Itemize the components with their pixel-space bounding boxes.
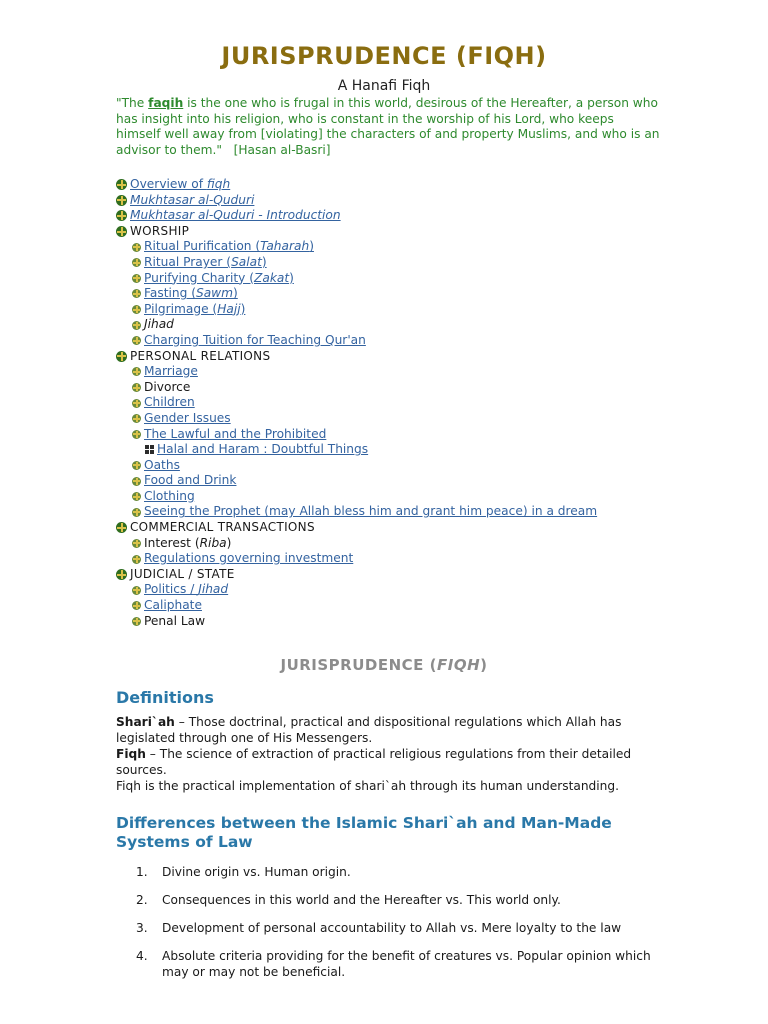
- toc-text: Fasting (: [144, 286, 196, 301]
- toc-link[interactable]: [144, 458, 180, 474]
- toc-tail: ): [289, 270, 294, 285]
- toc-text: Food and Drink: [144, 473, 237, 488]
- toc-emphasis: Hajj: [217, 301, 241, 316]
- differences-list: [136, 864, 656, 992]
- cross-bullet-icon: [116, 179, 127, 190]
- toc-link[interactable]: [144, 364, 198, 380]
- quote-faqih-term: faqih: [148, 96, 184, 110]
- toc-item[interactable]: [116, 427, 716, 443]
- definition-term: Shari`ah: [116, 715, 175, 729]
- toc-text: Divorce: [144, 379, 191, 394]
- cross-bullet-icon: [132, 321, 141, 330]
- cross-bullet-icon: [132, 414, 141, 423]
- toc-text: Pilgrimage (: [144, 301, 218, 316]
- toc-tail: ): [309, 239, 314, 254]
- cross-bullet-icon: [132, 617, 141, 626]
- difference-item: [136, 864, 656, 880]
- toc-link[interactable]: [144, 473, 236, 489]
- toc-text: Ritual Purification (: [144, 239, 261, 254]
- toc-label: [144, 380, 190, 396]
- toc-text: Halal and Haram : Doubtful Things: [157, 442, 369, 457]
- toc-link[interactable]: [144, 286, 238, 302]
- difference-item: [136, 892, 656, 908]
- toc-tail: ): [261, 254, 267, 269]
- toc-section-item[interactable]: [116, 193, 716, 209]
- toc-text: Purifying Charity (: [144, 270, 254, 285]
- definitions-block: [116, 714, 656, 794]
- toc-tail: ): [240, 301, 246, 316]
- toc-link[interactable]: [144, 411, 231, 427]
- toc-text: Marriage: [144, 364, 198, 379]
- difference-number: 3.: [136, 921, 148, 935]
- section-title-pre: JURISPRUDENCE (: [280, 656, 437, 674]
- toc-text: Overview of: [130, 177, 207, 191]
- difference-item: [136, 920, 656, 936]
- toc-item[interactable]: [116, 504, 716, 520]
- toc-link[interactable]: [144, 255, 267, 271]
- cross-bullet-icon: [132, 336, 141, 345]
- toc-text: Oaths: [144, 457, 180, 472]
- toc-emphasis: Riba: [199, 535, 227, 550]
- toc-label: [130, 349, 270, 365]
- page-subtitle: A Hanafi Fiqh: [337, 78, 431, 94]
- toc-text: Politics /: [144, 582, 199, 597]
- toc-text: COMMERCIAL TRANSACTIONS: [130, 520, 315, 535]
- toc-text: Penal Law: [144, 613, 206, 628]
- cross-bullet-icon: [132, 274, 141, 283]
- page-title: JURISPRUDENCE (FIQH): [221, 42, 547, 70]
- toc-text: Gender Issues: [144, 410, 231, 425]
- toc-text: Regulations governing investment: [144, 551, 354, 566]
- toc-section-item: [116, 349, 716, 365]
- toc-item[interactable]: [116, 598, 716, 614]
- difference-number: 1.: [136, 865, 148, 879]
- toc-text: JUDICIAL / STATE: [130, 566, 235, 581]
- toc-label: [130, 224, 189, 240]
- toc-item[interactable]: [116, 302, 716, 318]
- toc-item[interactable]: [116, 255, 716, 271]
- cross-bullet-icon: [132, 289, 141, 298]
- cross-bullet-icon: [116, 569, 127, 580]
- toc-link[interactable]: [144, 489, 195, 505]
- toc-section-item: [116, 567, 716, 583]
- differences-heading: Differences between the Islamic Shari`ah and Man-Made Systems of Law: [116, 814, 612, 851]
- toc-item[interactable]: [116, 551, 716, 567]
- toc-item: [116, 317, 716, 333]
- toc-label: [130, 520, 315, 536]
- toc-link[interactable]: [144, 504, 597, 520]
- toc-item[interactable]: [116, 333, 716, 349]
- quote-attribution: [Hasan al-Basri]: [233, 142, 331, 157]
- table-of-contents: [116, 177, 716, 629]
- cross-bullet-icon: [132, 383, 141, 392]
- toc-text: Charging Tuition for Teaching Qur'an: [144, 332, 366, 347]
- cross-bullet-icon: [116, 522, 127, 533]
- toc-label: [144, 536, 231, 552]
- toc-text: WORSHIP: [130, 223, 190, 238]
- toc-item: [116, 614, 716, 630]
- toc-emphasis: Zakat: [254, 270, 290, 285]
- toc-emphasis: Mukhtasar al-Quduri: [130, 192, 255, 207]
- toc-emphasis: Salat: [231, 254, 262, 269]
- cross-bullet-icon: [132, 586, 141, 595]
- difference-text: Consequences in this world and the Hereafter vs. This world only.: [162, 893, 561, 907]
- cross-bullet-icon: [132, 492, 141, 501]
- toc-link[interactable]: [144, 395, 195, 411]
- definition-item: [116, 778, 656, 794]
- cross-bullet-icon: [132, 461, 141, 470]
- toc-link[interactable]: [130, 193, 254, 209]
- cross-bullet-icon: [116, 351, 127, 362]
- toc-item[interactable]: [116, 395, 716, 411]
- definition-text: – Those doctrinal, practical and dispositional regulations which Allah has legislated through one of His Messengers.: [116, 715, 622, 745]
- cross-bullet-icon: [132, 367, 141, 376]
- difference-item: [136, 948, 656, 980]
- difference-text: Development of personal accountability to Allah vs. Mere loyalty to the law: [162, 921, 622, 935]
- toc-link[interactable]: [130, 208, 341, 224]
- toc-text: Caliphate: [144, 598, 202, 613]
- cross-bullet-icon: [132, 243, 141, 252]
- toc-item[interactable]: [116, 442, 716, 458]
- toc-item[interactable]: [116, 286, 716, 302]
- toc-tail: ): [226, 535, 232, 550]
- cross-bullet-icon: [132, 539, 141, 548]
- toc-item: [116, 380, 716, 396]
- toc-item[interactable]: [116, 582, 716, 598]
- toc-link[interactable]: [130, 177, 230, 193]
- toc-text: Ritual Prayer (: [144, 254, 232, 269]
- difference-text: Divine origin vs. Human origin.: [162, 865, 351, 879]
- difference-text: Absolute criteria providing for the benefit of creatures vs. Popular opinion which may or may not be beneficial.: [162, 949, 651, 979]
- toc-item[interactable]: [116, 364, 716, 380]
- toc-emphasis: Taharah: [260, 239, 310, 254]
- difference-number: 2.: [136, 893, 148, 907]
- toc-item[interactable]: [116, 239, 716, 255]
- toc-link[interactable]: [144, 239, 314, 255]
- toc-link[interactable]: [144, 582, 228, 598]
- toc-section-item[interactable]: [116, 177, 716, 193]
- toc-link[interactable]: [144, 551, 353, 567]
- toc-link[interactable]: [157, 442, 368, 458]
- toc-link[interactable]: [144, 302, 245, 318]
- cross-bullet-icon: [116, 195, 127, 206]
- section-title: [0, 656, 768, 674]
- toc-emphasis: Jihad: [144, 317, 174, 332]
- toc-section-item: [116, 520, 716, 536]
- toc-link[interactable]: [144, 333, 366, 349]
- cross-bullet-icon: [132, 399, 141, 408]
- toc-text: Clothing: [144, 488, 195, 503]
- toc-item[interactable]: [116, 458, 716, 474]
- toc-item[interactable]: [116, 411, 716, 427]
- difference-number: 4.: [136, 949, 148, 963]
- definition-text: – The science of extraction of practical religious regulations from their detailed sources.: [116, 747, 632, 777]
- toc-item: [116, 536, 716, 552]
- cross-bullet-icon: [132, 555, 141, 564]
- toc-label: [130, 567, 235, 583]
- cross-bullet-icon: [116, 226, 127, 237]
- definition-item: [116, 714, 656, 746]
- toc-emphasis: Jihad: [198, 582, 229, 597]
- toc-text: Children: [144, 395, 195, 410]
- toc-emphasis: fiqh: [206, 177, 231, 191]
- quote-open: "The: [116, 96, 149, 110]
- toc-item[interactable]: [116, 489, 716, 505]
- section-title-post: ): [480, 656, 488, 674]
- toc-section-item[interactable]: [116, 208, 716, 224]
- grid-bullet-icon: [145, 445, 154, 454]
- quote-body: is the one who is frugal in this world, desirous of the Hereafter, a person who has insight into his religion, who is constant in the worship of his Lord, who keeps himself well away from [violating] the characters of and property Muslims, and who is an advisor to them.": [116, 96, 660, 157]
- definitions-heading: Definitions: [116, 688, 214, 707]
- toc-text: PERSONAL RELATIONS: [130, 348, 271, 363]
- toc-text: Interest (: [144, 535, 200, 550]
- toc-section-item: [116, 224, 716, 240]
- opening-quote: [116, 96, 661, 158]
- definition-term: Fiqh: [116, 747, 146, 761]
- toc-link[interactable]: [144, 427, 326, 443]
- toc-text: The Lawful and the Prohibited: [144, 426, 327, 441]
- toc-text: Seeing the Prophet (may Allah bless him and grant him peace) in a dream: [144, 504, 598, 519]
- toc-label: [144, 317, 174, 333]
- toc-item[interactable]: [116, 473, 716, 489]
- toc-emphasis: Sawm: [195, 286, 234, 301]
- section-title-em: FIQH: [437, 656, 481, 674]
- definition-item: [116, 746, 656, 778]
- toc-tail: ): [233, 286, 238, 301]
- cross-bullet-icon: [132, 430, 141, 439]
- toc-label: [144, 614, 205, 630]
- definition-text: Fiqh is the practical implementation of shari`ah through its human understanding.: [116, 779, 620, 793]
- cross-bullet-icon: [132, 601, 141, 610]
- toc-item[interactable]: [116, 271, 716, 287]
- toc-emphasis: Mukhtasar al-Quduri - Introduction: [130, 208, 341, 223]
- toc-link[interactable]: [144, 271, 294, 287]
- toc-link[interactable]: [144, 598, 202, 614]
- cross-bullet-icon: [132, 477, 141, 486]
- cross-bullet-icon: [132, 305, 141, 314]
- cross-bullet-icon: [116, 210, 127, 221]
- cross-bullet-icon: [132, 258, 141, 267]
- cross-bullet-icon: [132, 508, 141, 517]
